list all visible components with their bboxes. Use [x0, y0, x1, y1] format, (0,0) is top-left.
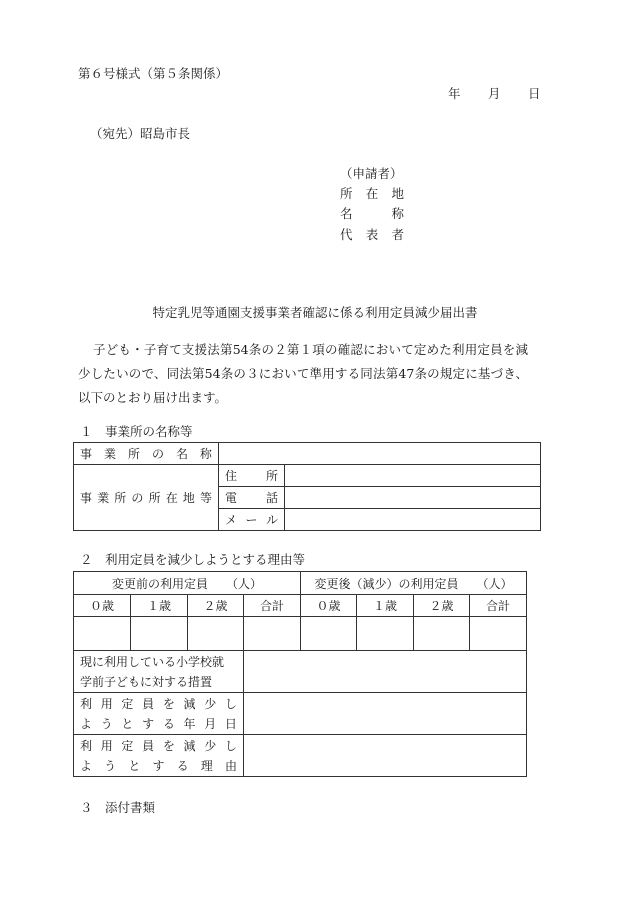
capacity-input-cell[interactable]: [357, 617, 414, 651]
capacity-input-cell[interactable]: [470, 617, 527, 651]
facility-location-label: 事 業 所 の 所 在 地 等: [74, 465, 219, 531]
capacity-input-cell[interactable]: [74, 617, 131, 651]
addressee: （宛先）昭島市長: [90, 126, 191, 141]
capacity-after-header: 変更後（減少）の利用定員 （人）: [301, 572, 527, 595]
section1-heading: １ 事業所の名称等: [80, 424, 193, 439]
date-year-label: 年: [448, 86, 461, 101]
capacity-input-cell[interactable]: [301, 617, 357, 651]
phone-cell[interactable]: [285, 487, 541, 509]
date-month-label: 月: [488, 86, 501, 101]
reduction-reason-cell[interactable]: [244, 735, 527, 777]
total-header: 合計: [244, 595, 301, 617]
section2-heading: ２ 利用定員を減少しようとする理由等: [80, 552, 306, 567]
form-number: 第６号様式（第５条関係）: [78, 66, 229, 81]
age-header: ０歳: [74, 595, 131, 617]
section3-heading: ３ 添付書類: [80, 800, 156, 815]
address-label: 住 所: [219, 465, 285, 487]
total-header: 合計: [470, 595, 527, 617]
capacity-table: [73, 571, 527, 777]
measures-cell[interactable]: [244, 651, 527, 693]
mail-label: メ ー ル: [219, 509, 285, 531]
applicant-address-label: 所 在 地: [340, 186, 404, 201]
mail-cell[interactable]: [285, 509, 541, 531]
facility-table: [73, 442, 541, 531]
facility-name-label: 事 業 所 の 名 称: [74, 443, 219, 465]
phone-label: 電 話: [219, 487, 285, 509]
capacity-input-cell[interactable]: [188, 617, 244, 651]
capacity-input-cell[interactable]: [131, 617, 188, 651]
applicant-representative-label: 代 表 者: [340, 227, 404, 242]
body-text: 子ども・子育て支援法第54条の２第１項の確認において定めた利用定員を減少したいので、同法第54条の３において準用する同法第47条の規定に基づき、以下のとおり届け出ます。: [78, 342, 528, 405]
capacity-before-header: 変更前の利用定員 （人）: [74, 572, 301, 595]
age-header: ２歳: [188, 595, 244, 617]
applicant-name-label: 名 称: [340, 206, 404, 221]
age-header: １歳: [131, 595, 188, 617]
age-header: ０歳: [301, 595, 357, 617]
measures-label: 現に利用している小学校就 学前子どもに対する措置: [74, 651, 244, 693]
age-header: ２歳: [414, 595, 470, 617]
document-title: 特定乳児等通園支援事業者確認に係る利用定員減少届出書: [152, 305, 478, 320]
reduction-date-label: 利 用 定 員 を 減 少 し よ う と す る 年 月 日: [74, 693, 244, 735]
capacity-input-cell[interactable]: [244, 617, 301, 651]
capacity-input-cell[interactable]: [414, 617, 470, 651]
date-day-label: 日: [528, 86, 541, 101]
reduction-reason-label: 利 用 定 員 を 減 少 し よ う と す る 理 由: [74, 735, 244, 777]
applicant-heading: （申請者）: [340, 166, 403, 181]
facility-name-cell[interactable]: [219, 443, 541, 465]
address-cell[interactable]: [285, 465, 541, 487]
age-header: １歳: [357, 595, 414, 617]
reduction-date-cell[interactable]: [244, 693, 527, 735]
